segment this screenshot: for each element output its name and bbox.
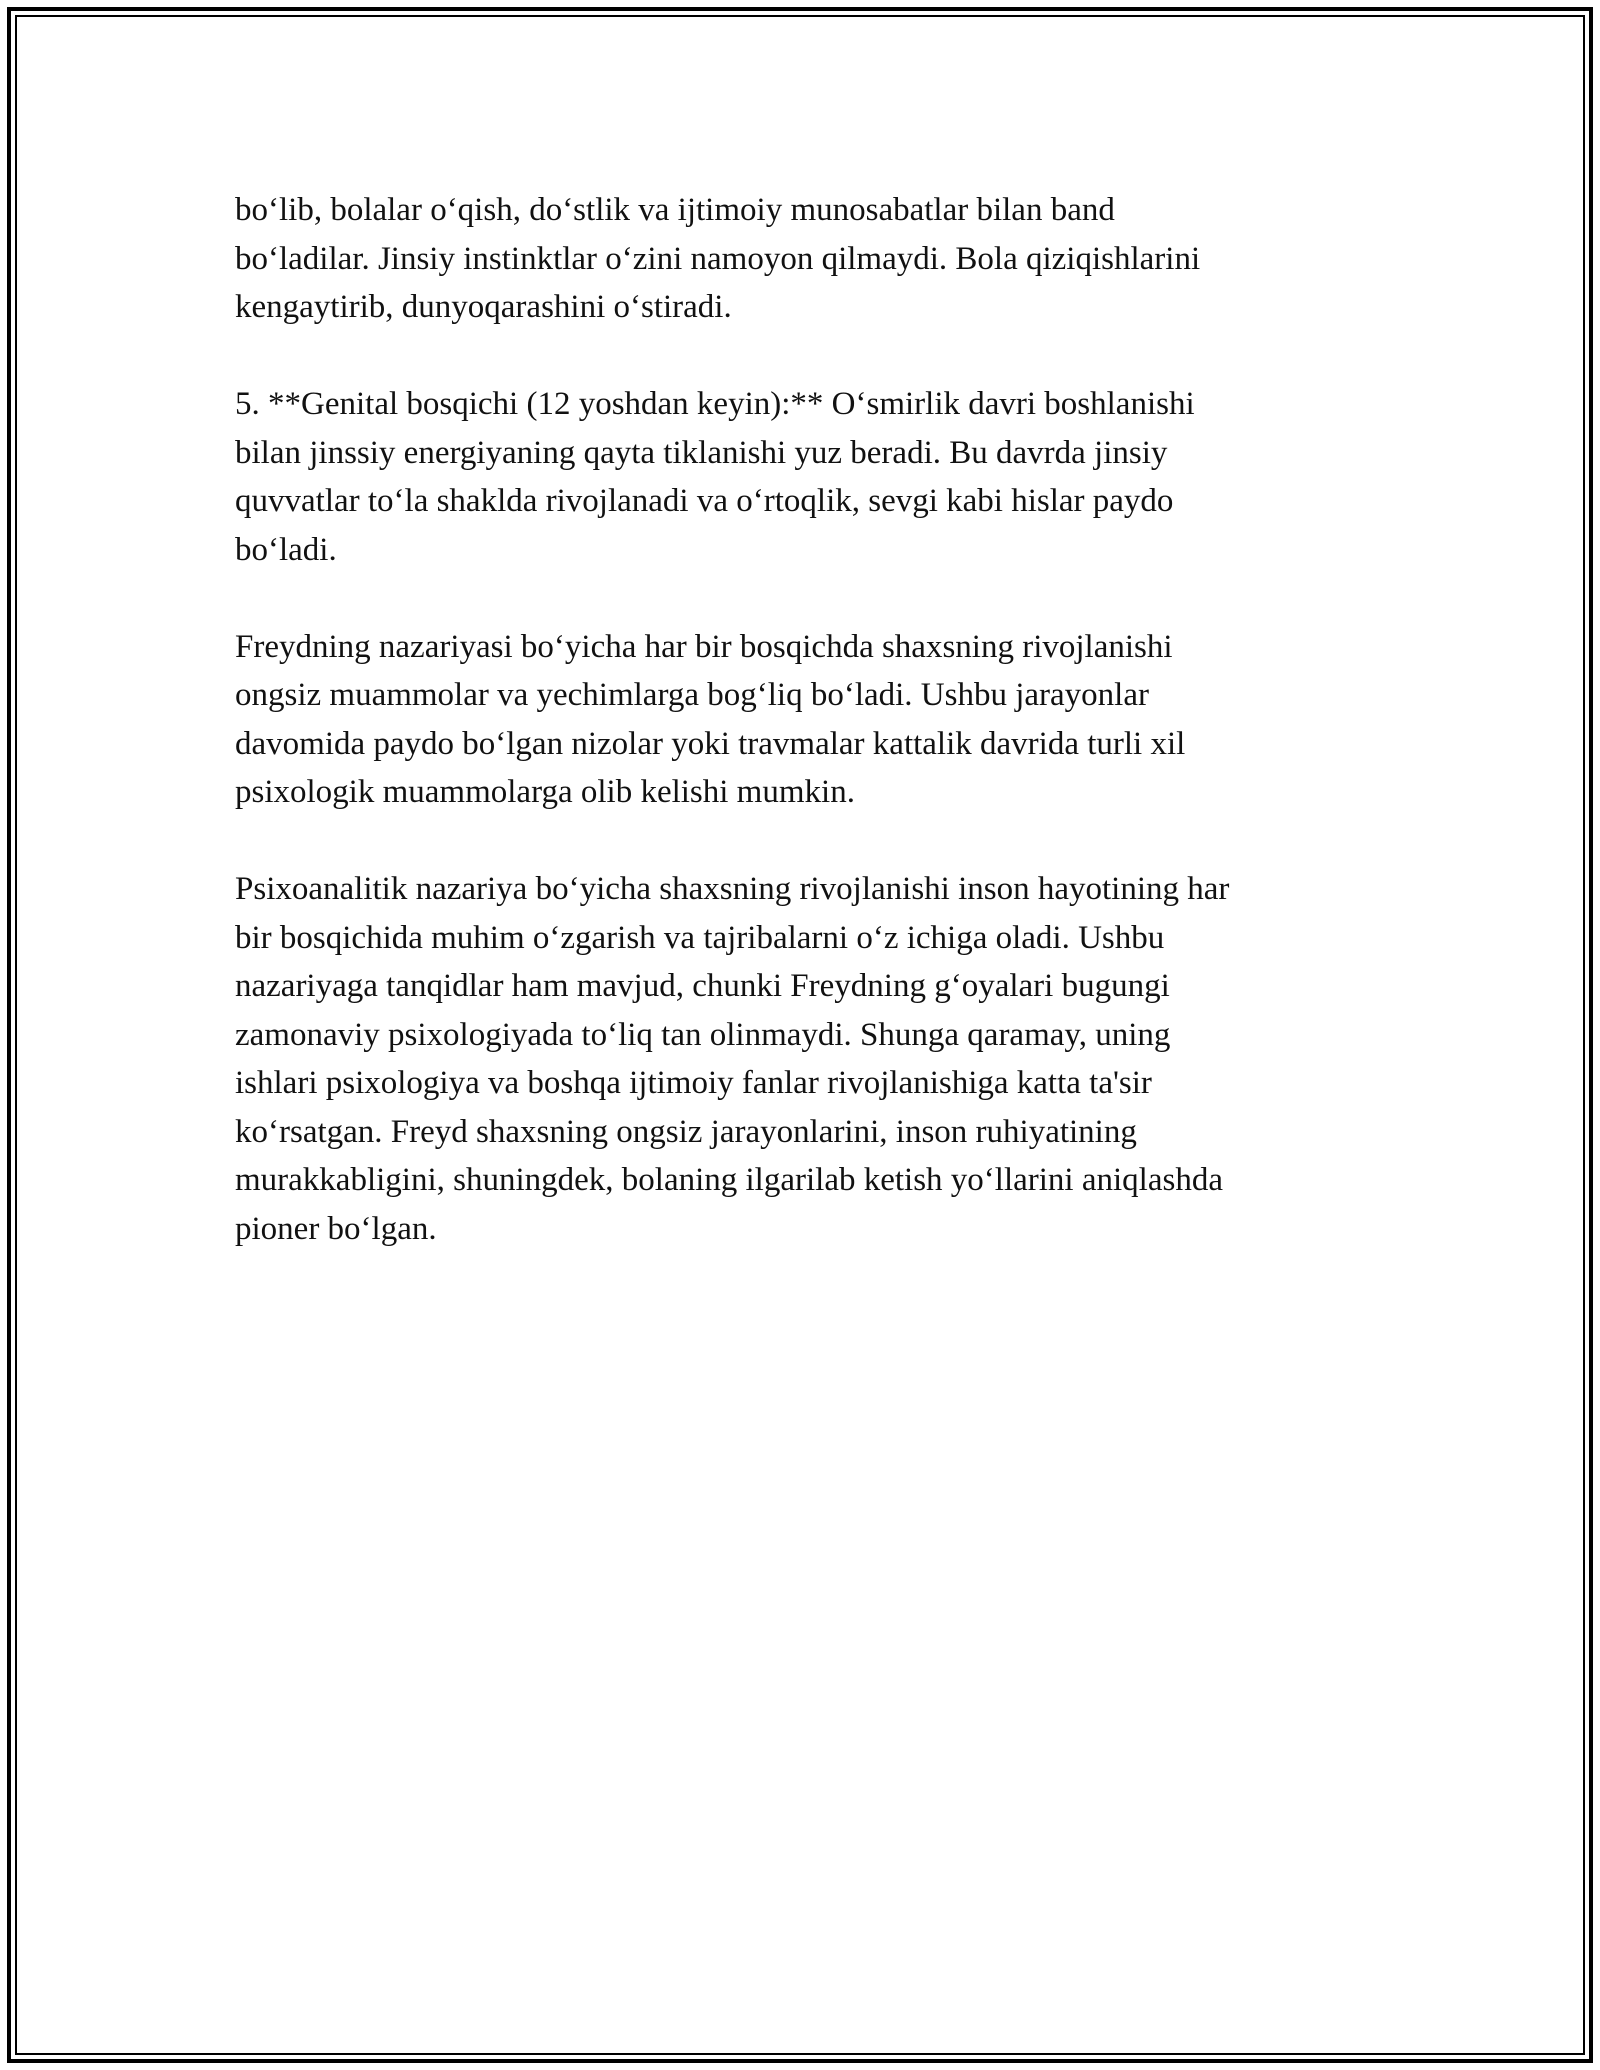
paragraph-psychoanalytic-conclusion: Psixoanalitik nazariya bo‘yicha shaxsning rivojlanishi inson hayotining har bir bosqichida muhim o‘zgarish va tajribalarni o‘z ichiga oladi. Ushbu nazariyaga tanqidlar ham mavjud, chunki Freydning g‘oyalari bugungi zamonaviy psixologiyada to‘liq tan olinmaydi. Shunga qaramay, uning ishlari psixologiya va boshqa ijtimoiy fanlar rivojlanishiga katta ta'sir ko‘rsatgan. Freyd shaxsning ongsiz jarayonlarini, inson ruhiyatining murakkabligini, shuningdek, bolaning ilgarilab ketish yo‘llarini aniqlashda pioner bo‘lgan. [235, 871, 1230, 1247]
document-body [235, 186, 1365, 1302]
paragraph-freud-theory-summary: Freydning nazariyasi bo‘yicha har bir bosqichda shaxsning rivojlanishi ongsiz muammolar va yechimlarga bog‘liq bo‘ladi. Ushbu jarayonlar davomida paydo bo‘lgan nizolar yoki travmalar kattalik davrida turli xil psixologik muammolarga olib kelishi mumkin. [235, 628, 1186, 810]
paragraph-latency-stage-continuation: bo‘lib, bolalar o‘qish, do‘stlik va ijtimoiy munosabatlar bilan band bo‘ladilar. Jinsiy instinktlar o‘zini namoyon qilmaydi. Bola qiziqishlarini kengaytirib, dunyoqarashini o‘stiradi. [235, 192, 1201, 325]
paragraph-genital-stage: 5. **Genital bosqichi (12 yoshdan keyin):** O‘smirlik davri boshlanishi bilan jinssiy energiyaning qayta tiklanishi yuz beradi. Bu davrda jinsiy quvvatlar to‘la shaklda rivojlanadi va o‘rtoqlik, sevgi kabi hislar paydo bo‘ladi. [235, 386, 1195, 568]
